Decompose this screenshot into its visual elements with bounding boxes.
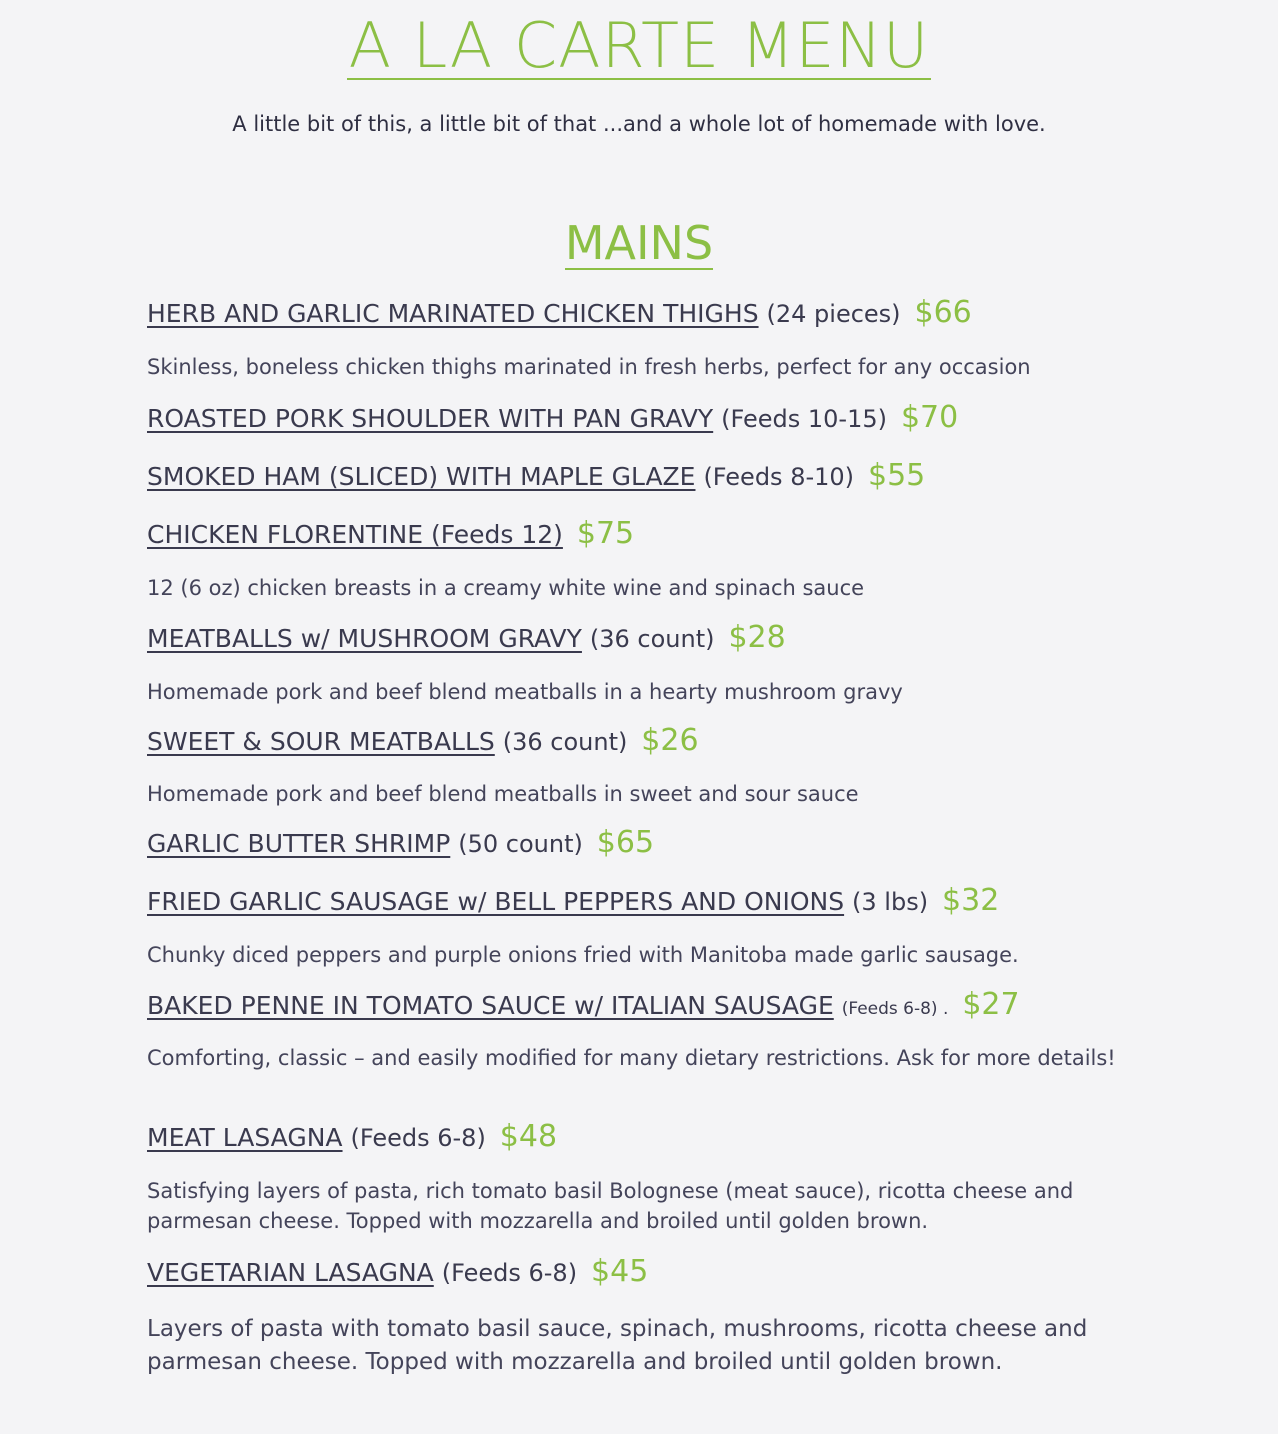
item-name: MEATBALLS w/ MUSHROOM GRAVY: [147, 624, 582, 653]
item-description: Chunky diced peppers and purple onions fried with Manitoba made garlic sausage.: [147, 943, 1019, 967]
item-description: Comforting, classic – and easily modified for many dietary restrictions. Ask for more details!: [147, 1046, 1116, 1070]
item-quantity: (36 count): [502, 728, 628, 756]
item-name: VEGETARIAN LASAGNA: [147, 1258, 434, 1287]
menu-item: [147, 516, 635, 551]
item-description: Homemade pork and beef blend meatballs in a hearty mushroom gravy: [147, 680, 903, 704]
menu-title-wrap: [0, 9, 1278, 82]
item-price: $65: [596, 825, 655, 860]
menu-tagline: A little bit of this, a little bit of that ...and a whole lot of homemade with love.: [232, 112, 1046, 136]
item-name: SMOKED HAM (SLICED) WITH MAPLE GLAZE: [147, 462, 696, 491]
item-price: $66: [914, 295, 972, 330]
item-description: 12 (6 oz) chicken breasts in a creamy white wine and spinach sauce: [147, 576, 865, 600]
item-description: Layers of pasta with tomato basil sauce, spinach, mushrooms, ricotta cheese and parmesan cheese. Topped with mozzarella and broiled until golden brown.: [147, 1316, 1088, 1375]
menu-item: [147, 1119, 558, 1154]
item-name: ROASTED PORK SHOULDER WITH PAN GRAVY: [147, 404, 714, 433]
item-quantity: (36 count): [589, 625, 715, 653]
menu-item: [147, 723, 699, 758]
item-price: $27: [962, 987, 1020, 1022]
item-description: Homemade pork and beef blend meatballs in sweet and sour sauce: [147, 782, 859, 806]
section-title-mains: MAINS: [564, 216, 714, 270]
item-name: BAKED PENNE IN TOMATO SAUCE w/ ITALIAN SAUSAGE: [147, 991, 834, 1020]
item-quantity: (Feeds 6-8): [350, 1124, 486, 1152]
item-quantity: (Feeds 6-8): [441, 1259, 578, 1287]
item-price: $70: [900, 400, 959, 435]
item-description: Skinless, boneless chicken thighs marinated in fresh herbs, perfect for any occasion: [147, 355, 1031, 379]
item-price: $32: [942, 883, 1000, 918]
item-name: MEAT LASAGNA: [147, 1123, 343, 1152]
menu-item: [147, 295, 972, 330]
item-price: $48: [499, 1119, 558, 1154]
item-quantity: (24 pieces): [766, 300, 901, 328]
item-quantity: (Feeds 10-15): [721, 405, 887, 433]
menu-item: [147, 458, 926, 493]
item-price: $45: [591, 1254, 649, 1289]
item-name: HERB AND GARLIC MARINATED CHICKEN THIGHS: [147, 299, 759, 328]
item-quantity: (50 count): [458, 830, 583, 858]
menu-item: [147, 825, 655, 860]
item-price: $75: [576, 516, 635, 551]
item-name: SWEET & SOUR MEATBALLS: [147, 727, 495, 756]
menu-item: [147, 987, 1020, 1024]
item-quantity: (3 lbs): [852, 888, 929, 916]
item-description: Satisfying layers of pasta, rich tomato basil Bolognese (meat sauce), ricotta cheese and parmesan cheese. Topped with mozzarella and broiled until golden brown.: [147, 1179, 1074, 1233]
item-quantity: (Feeds 6-8) .: [841, 999, 949, 1019]
item-quantity: (Feeds 8-10): [703, 463, 855, 491]
item-name: GARLIC BUTTER SHRIMP: [147, 829, 451, 858]
menu-title: A LA CARTE MENU: [348, 9, 930, 82]
menu-item: [147, 883, 1000, 918]
menu-item: [147, 1254, 649, 1289]
item-price: $28: [728, 620, 786, 655]
item-name: FRIED GARLIC SAUSAGE w/ BELL PEPPERS AND ONIONS: [147, 887, 845, 916]
item-price: $26: [641, 723, 699, 758]
menu-item: [147, 620, 786, 655]
item-name: CHICKEN FLORENTINE (Feeds 12): [147, 520, 563, 549]
section-title-wrap: [0, 218, 1278, 270]
item-price: $55: [867, 458, 926, 493]
menu-item: [147, 400, 959, 435]
